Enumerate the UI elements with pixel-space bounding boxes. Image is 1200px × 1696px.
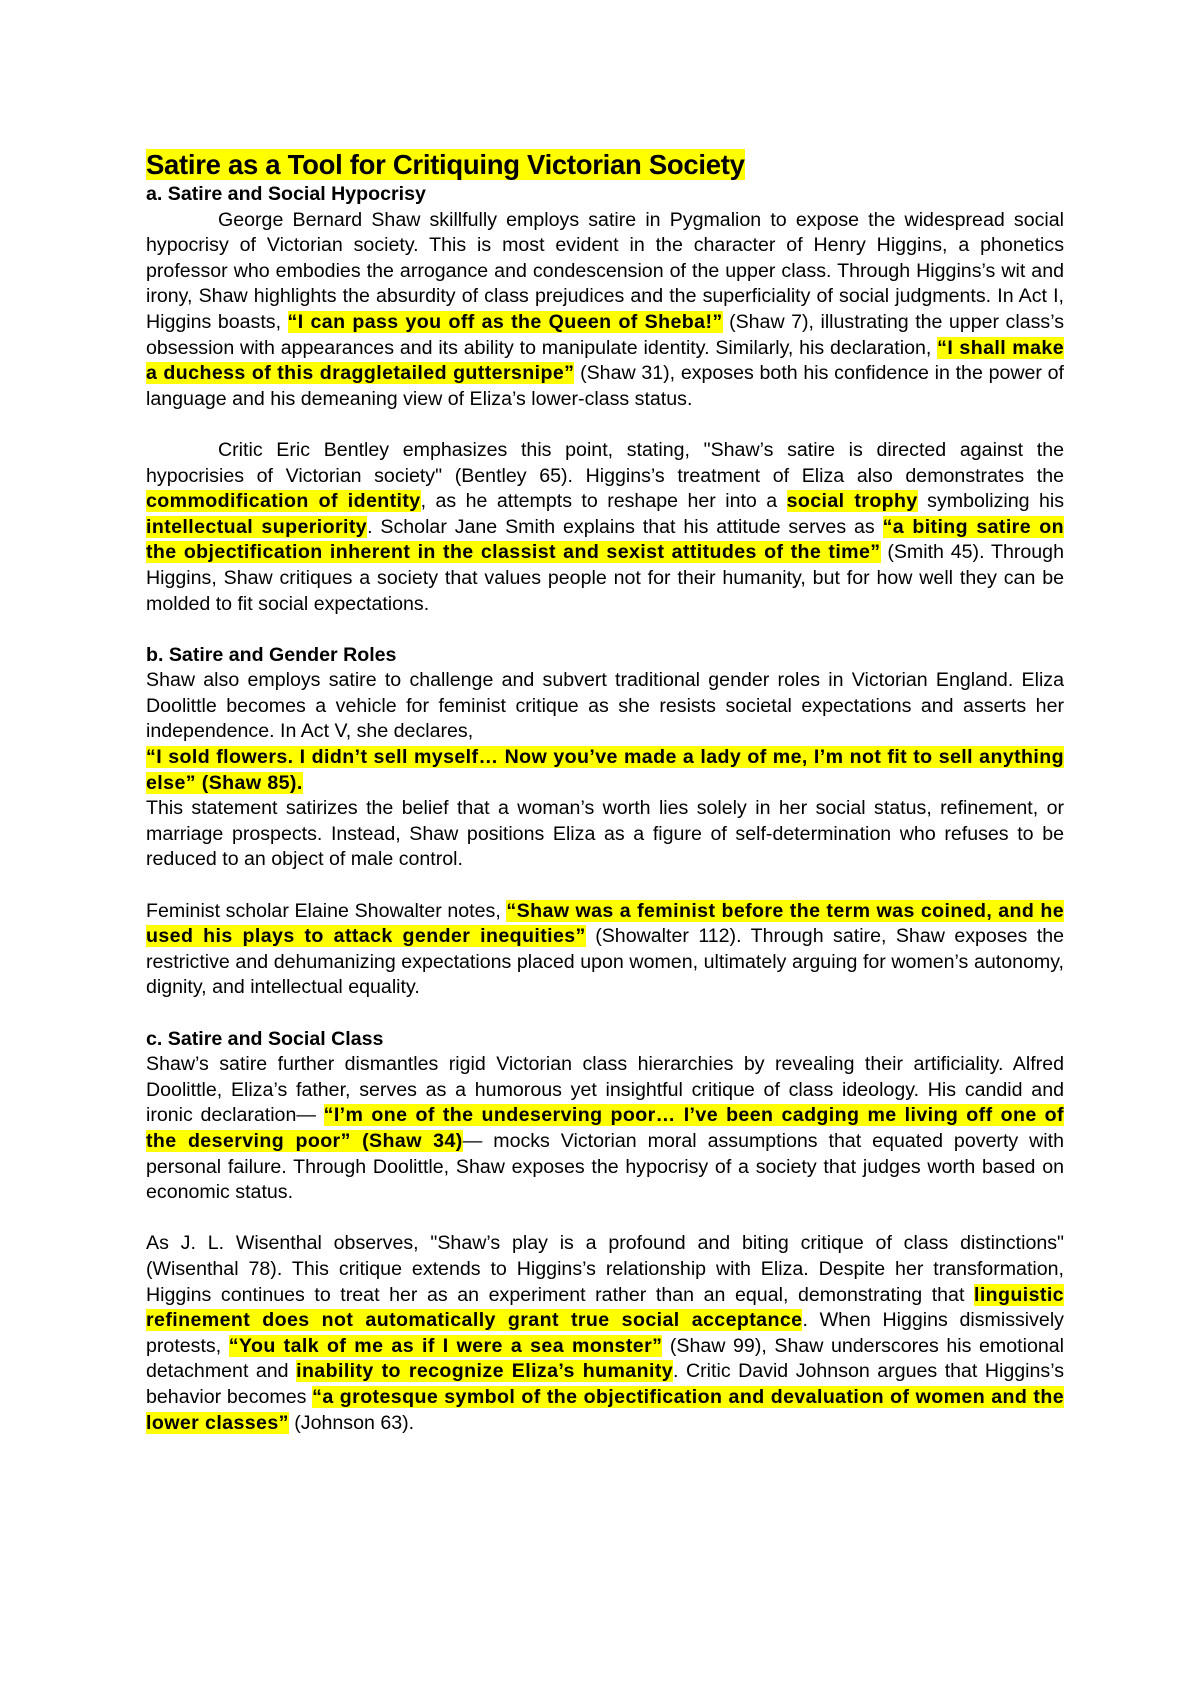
highlighted-quote: “a biting satire on the objectification inherent in the classist and sexist attitudes of the time” [146, 515, 1065, 564]
text-run: . Critic David Johnson argues that Higgins’s behavior becomes [146, 1360, 1065, 1408]
highlighted-quote: “a grotesque symbol of the objectification and devaluation of women and the lower classes” [146, 1385, 1064, 1434]
text-run: , as he attempts to reshape her into a [420, 490, 787, 513]
body-paragraph [146, 1052, 1064, 1206]
text-run: (Shaw 31), exposes both his confidence in the power of language and his demeaning view of Eliza’s lower-class status. [146, 362, 1064, 410]
text-run: (Shaw 99), Shaw underscores his emotional detachment and [146, 1334, 1064, 1383]
document-body [146, 148, 1064, 1436]
highlighted-quote: “I’m one of the undeserving poor… I’ve been cadging me living off one of the deserving poor” (Shaw 34) [146, 1104, 1064, 1152]
body-paragraph [146, 796, 1064, 873]
highlighted-quote: “You talk of me as if I were a sea monster” [228, 1334, 663, 1357]
text-run: This statement satirizes the belief that a woman’s worth lies solely in her social status, refinement, or marriage prospects. Instead, Shaw positions Eliza as a figure of self-determination who refuses to be reduced to an object of male control. [146, 797, 1064, 871]
text-run: George Bernard Shaw skillfully employs satire in Pygmalion to expose the widespread social hypocrisy of Victorian society. This is most evident in the character of Henry Higgins, a phonetics professor who embodies the arrogance and condescension of the upper class. Through Higgins’s wit and irony, Shaw highlights the absurdity of class prejudices and the superficiality of social judgments. In Act I, Higgins boasts, [146, 208, 1064, 333]
highlighted-quote: “I can pass you off as the Queen of Sheba!” [287, 310, 723, 333]
text-run: symbolizing his [917, 490, 1065, 513]
body-paragraph [146, 438, 1064, 617]
body-paragraph [146, 745, 1064, 796]
highlighted-quote: commodification of identity [146, 490, 421, 513]
section-heading: b. Satire and Gender Roles [146, 643, 397, 666]
text-run: . When Higgins dismissively protests, [146, 1309, 1064, 1357]
section-heading: c. Satire and Social Class [146, 1027, 384, 1050]
text-run: — mocks Victorian moral assumptions that equated poverty with personal failure. Through Doolittle, Shaw exposes the hypocrisy of a society that judges worth based on economic status. [146, 1129, 1064, 1204]
sections-container [146, 182, 1064, 1436]
text-run: . Scholar Jane Smith explains that his attitude serves as [367, 515, 883, 538]
text-run: As J. L. Wisenthal observes, "Shaw’s play is a profound and biting critique of class distinctions" (Wisenthal 78). This critique extends to Higgins’s relationship with Eliza. Despite her transformation, Higgins continues to treat her as an experiment rather than an equal, demonstrating that [146, 1232, 1064, 1306]
body-paragraph [146, 668, 1064, 745]
section-heading: a. Satire and Social Hypocrisy [146, 183, 426, 205]
text-run: (Shaw 7), illustrating the upper class’s obsession with appearances and its ability to manipulate identity. Similarly, his declaration, [146, 310, 1064, 359]
body-paragraph [146, 1231, 1064, 1436]
text-run: Critic Eric Bentley emphasizes this point, stating, "Shaw’s satire is directed against the hypocrisies of Victorian society" (Bentley 65). Higgins’s treatment of Eliza also demonstrates the [146, 438, 1064, 487]
highlighted-quote: social trophy [786, 490, 918, 513]
text-run: Shaw also employs satire to challenge and subvert traditional gender roles in Victorian England. Eliza Doolittle becomes a vehicle for feminist critique as she resists societal expectations and asserts her independence. In Act V, she declares, [146, 669, 1064, 743]
highlighted-quote: “Shaw was a feminist before the term was coined, and he used his plays to attack gender inequities” [146, 899, 1065, 948]
highlighted-quote: “I shall make a duchess of this draggletailed guttersnipe” [146, 336, 1064, 385]
text-run: Feminist scholar Elaine Showalter notes, [146, 899, 507, 922]
document-title-text: Satire as a Tool for Critiquing Victorian Society [146, 149, 745, 180]
text-run: (Smith 45). Through Higgins, Shaw critiques a society that values people not for their humanity, but for how well they can be molded to fit social expectations. [146, 541, 1064, 615]
highlighted-quote: intellectual superiority [146, 515, 368, 538]
highlighted-quote: linguistic refinement does not automatically grant true social acceptance [146, 1283, 1064, 1332]
body-paragraph [146, 899, 1064, 1001]
highlighted-quote: “I sold flowers. I didn’t sell myself… Now you’ve made a lady of me, I’m not fit to sell anything else” (Shaw 85). [146, 746, 1064, 794]
body-paragraph [146, 208, 1064, 413]
text-run: (Johnson 63). [288, 1411, 415, 1434]
document-title [146, 148, 1064, 182]
highlighted-quote: inability to recognize Eliza’s humanity [296, 1360, 674, 1383]
text-run: Shaw’s satire further dismantles rigid Victorian class hierarchies by revealing their artificiality. Alfred Doolittle, Eliza’s father, serves as a humorous yet insightful critique of class ideology. His candid and ironic declaration— [146, 1053, 1064, 1127]
text-run: (Showalter 112). Through satire, Shaw exposes the restrictive and dehumanizing expectations placed upon women, ultimately arguing for women’s autonomy, dignity, and intellectual equality. [146, 925, 1064, 999]
